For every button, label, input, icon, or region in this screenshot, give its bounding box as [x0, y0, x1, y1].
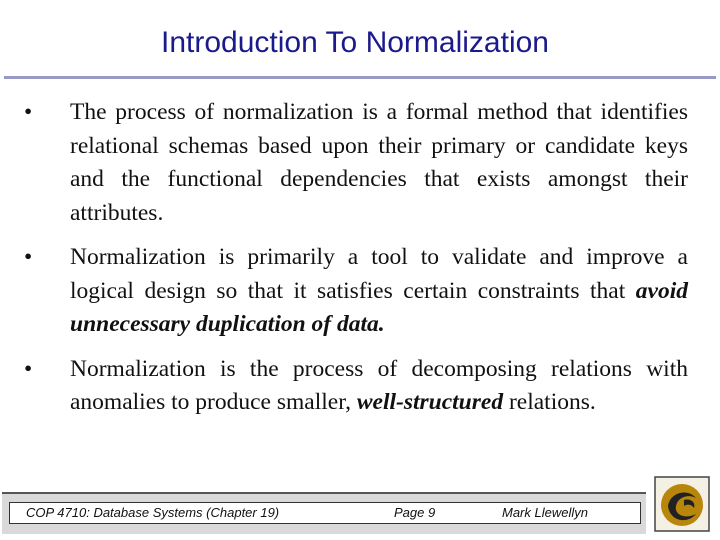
footer-box — [9, 502, 641, 524]
bullet-item — [24, 96, 688, 230]
bullet-item — [24, 241, 688, 342]
footer-author: Mark Llewellyn — [502, 505, 588, 520]
bullet-item — [24, 353, 688, 420]
university-logo-icon — [654, 476, 710, 532]
bullet-list — [24, 96, 688, 431]
bullet-emphasis: avoid unnecessary duplication of data. — [70, 277, 688, 337]
bullet-marker: • — [24, 99, 33, 125]
bullet-text: Normalization is the process of decomposing relations with anomalies to produce smaller, — [70, 355, 688, 415]
bullet-text: The process of normalization is a formal method that identifies relational schemas based upon their primary or candidate keys and the functional dependencies that exists amongst their attributes. — [70, 99, 688, 226]
bullet-marker: • — [24, 355, 33, 382]
bullet-text: Normalization is primarily a tool to validate and improve a logical design so that it satisfies certain constraints that — [70, 244, 688, 304]
footer-bar — [2, 492, 646, 534]
footer-page-number: Page 9 — [394, 505, 436, 520]
bullet-text-end: relations. — [503, 389, 596, 415]
footer-course: COP 4710: Database Systems (Chapter 19) — [26, 505, 280, 520]
slide-title: Introduction To Normalization — [161, 26, 549, 59]
bullet-emphasis: well-structured — [356, 389, 504, 415]
bullet-marker: • — [24, 244, 33, 270]
title-divider — [4, 76, 716, 79]
